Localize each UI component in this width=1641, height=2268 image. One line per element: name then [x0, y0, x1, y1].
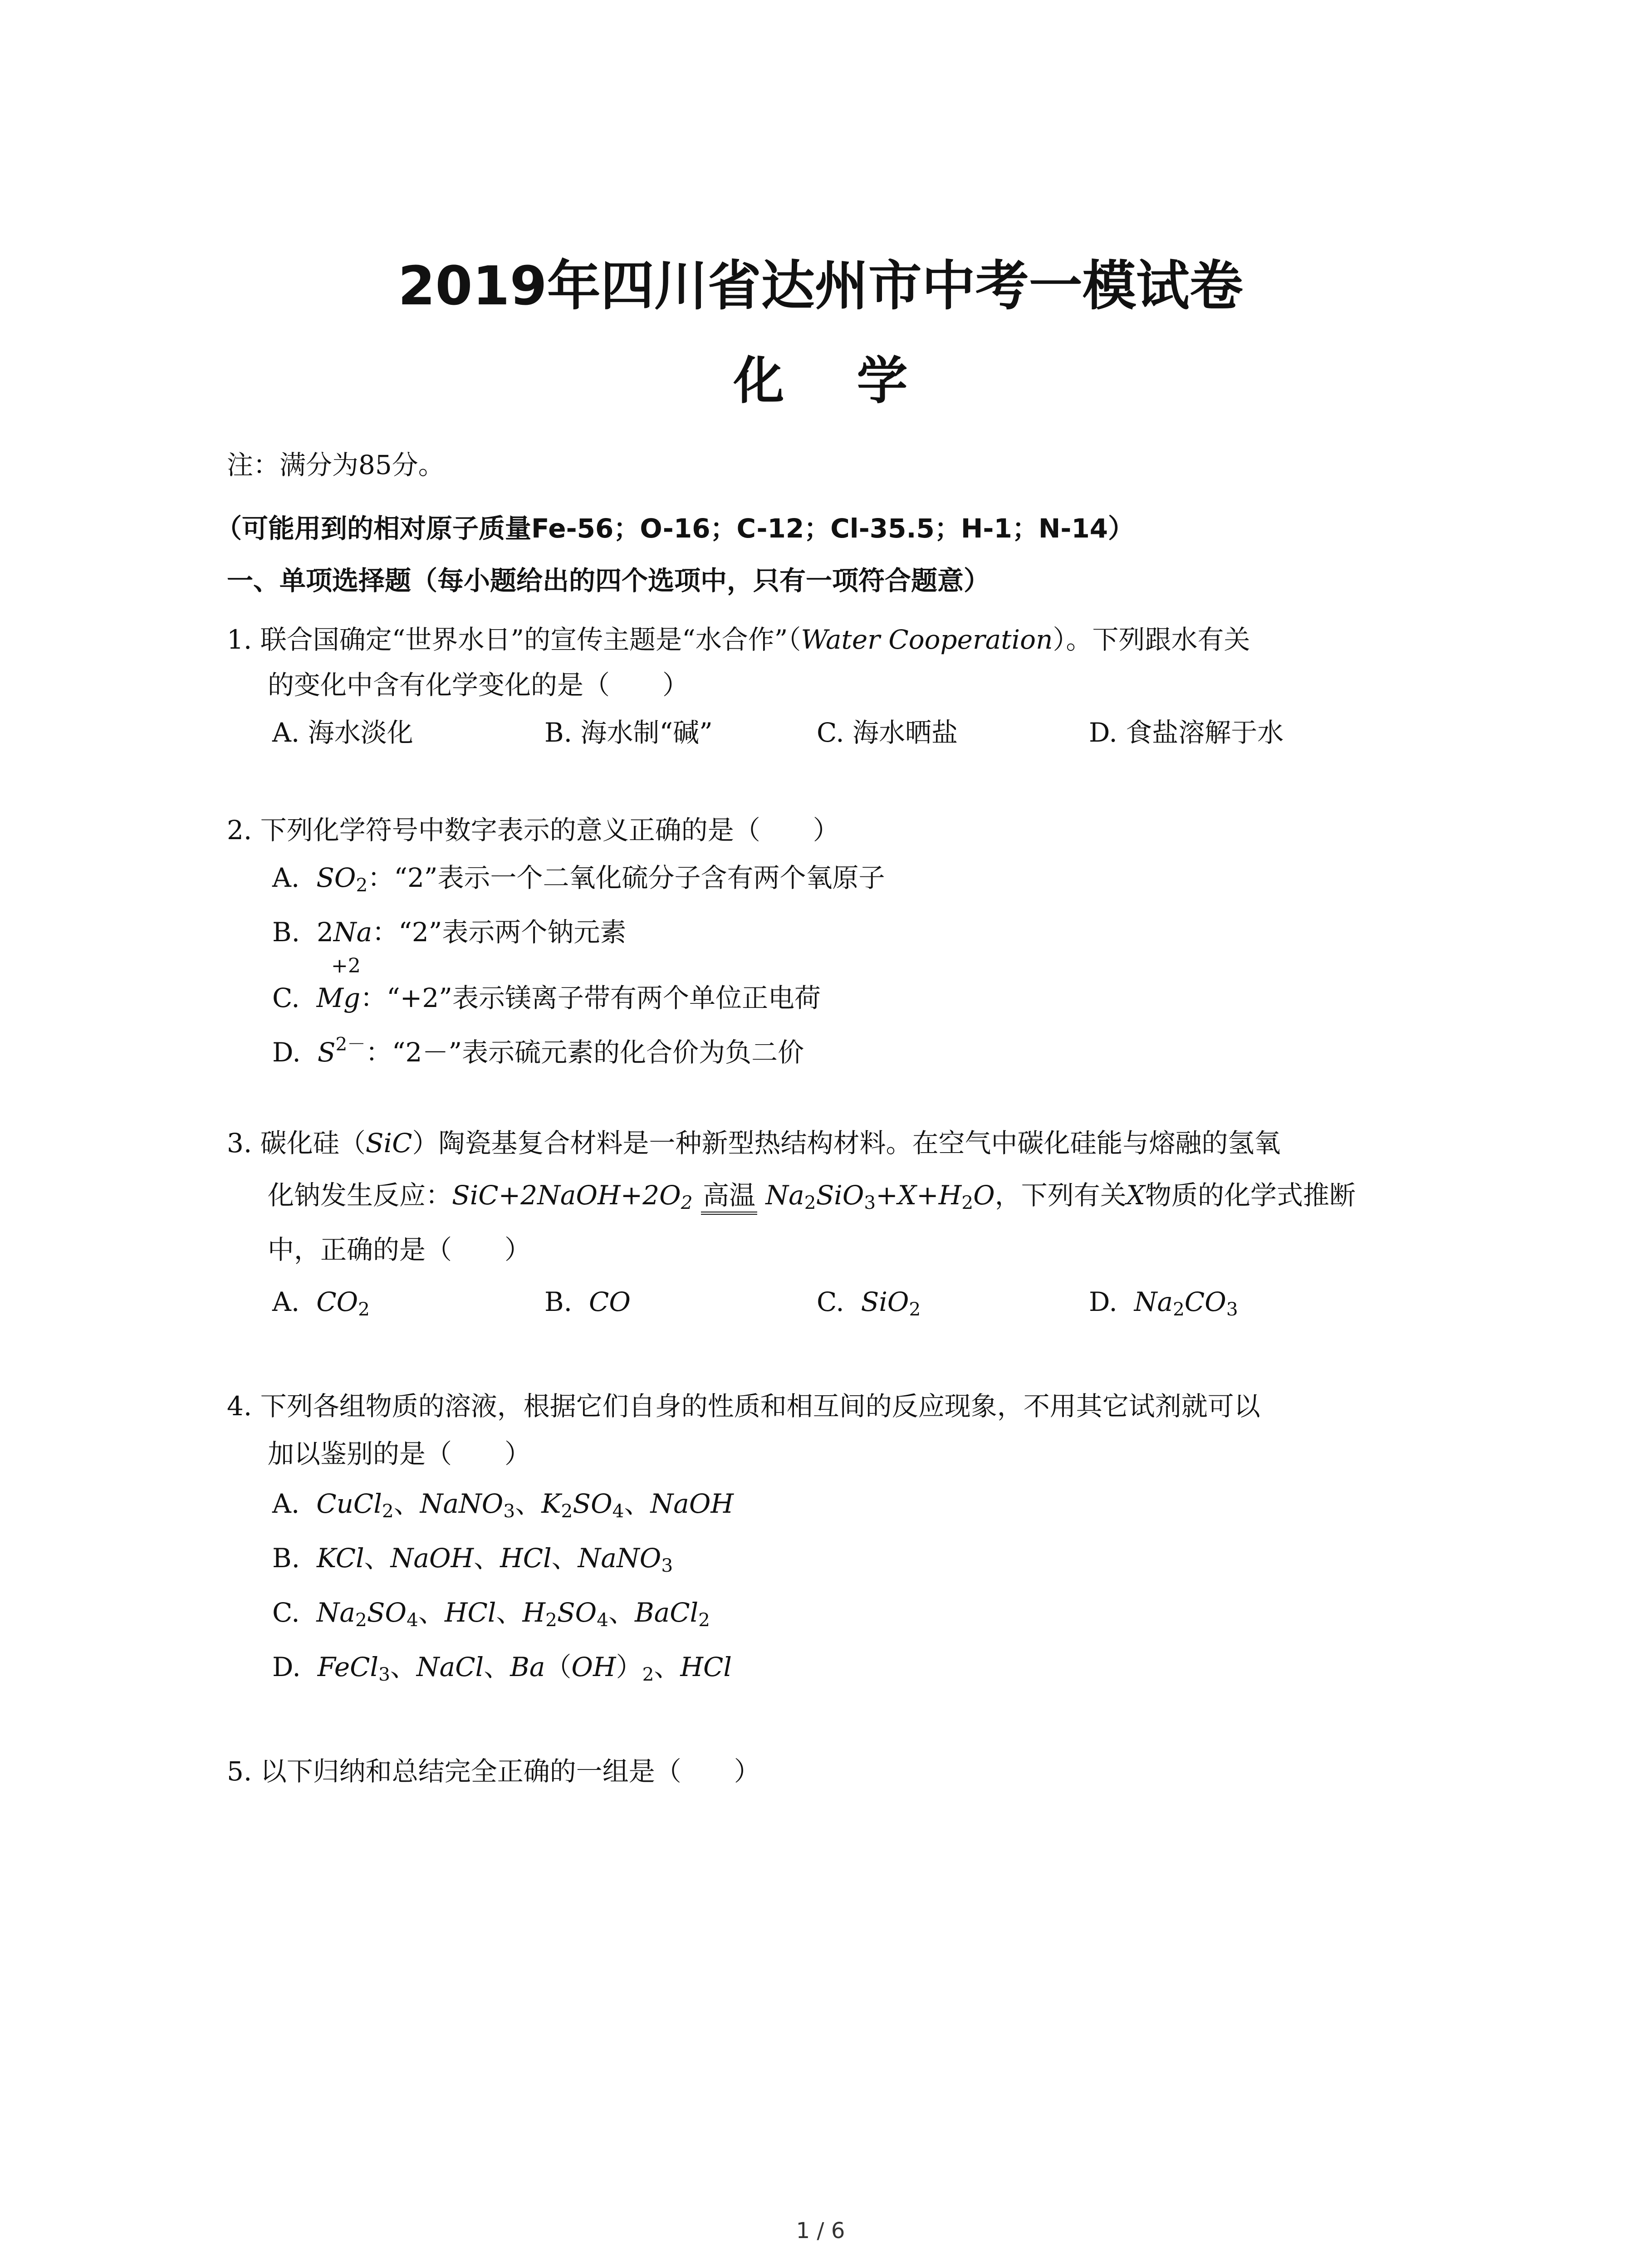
question-4-stem: 4. 下列各组物质的溶液，根据它们自身的性质和相互间的反应现象，不用其它试剂就可以 [227, 1391, 1260, 1422]
question-3-stem-cont: 中，正确的是（ ） [268, 1234, 531, 1265]
option-d: D. 食盐溶解于水 [1089, 717, 1284, 748]
question-2-stem: 2. 下列化学符号中数字表示的意义正确的是（ ） [227, 815, 839, 846]
question-1-options [272, 714, 1452, 751]
question-3-equation-line: 化钠发生反应：$SiC+2NaOH+2O_2$ 高温 $Na_2SiO_3+X+H_2O$，下列有关X物质的化学式推断 [268, 1177, 1356, 1213]
question-3-options [272, 1284, 1452, 1320]
option-c: C. SiO$_2$ [817, 1286, 921, 1320]
page-number: 1 / 6 [796, 2218, 845, 2244]
option-d: D. $Na_2CO_3$ [1089, 1286, 1238, 1320]
option-b: B. 海水制“碱” [544, 717, 713, 748]
question-5-stem: 5. 以下归纳和总结完全正确的一组是（ ） [227, 1756, 760, 1787]
question-1-stem: 1. 联合国确定“世界水日”的宣传主题是“水合作”（Water Cooperation）。下列跟水有关 [227, 624, 1250, 655]
page-title: 2019年四川省达州市中考一模试卷 [398, 254, 1243, 317]
question-4-option-c: C. $Na_2SO_4$、HCl、$H_2SO_4$、BaCl$_2$ [272, 1597, 710, 1631]
question-2-option-a: A. $SO_2$：“2”表示一个二氧化硫分子含有两个氧原子 [272, 862, 885, 896]
valence-mark: +2 [331, 954, 361, 978]
question-2-option-b: B. 2Na：“2”表示两个钠元素 [272, 917, 627, 948]
option-c: C. 海水晒盐 [817, 717, 958, 748]
question-1-stem-cont: 的变化中含有化学变化的是（ ） [268, 670, 689, 700]
option-b: B. CO [544, 1286, 631, 1317]
option-a: A. $CO_2$ [272, 1286, 370, 1320]
option-a: A. 海水淡化 [272, 717, 413, 748]
reaction-condition: 高温 [701, 1180, 757, 1215]
question-2-option-d: D. $S^{2-}$：“2－”表示硫元素的化合价为负二价 [272, 1033, 804, 1068]
question-4-option-b: B. KCl、NaOH、HCl、NaNO$_3$ [272, 1543, 673, 1577]
score-note: 注：满分为85分。 [227, 450, 445, 480]
question-2-option-c: C. Mg：“+2”表示镁离子带有两个单位正电荷 [272, 982, 821, 1013]
question-3-stem: 3. 碳化硅（SiC）陶瓷基复合材料是一种新型热结构材料。在空气中碳化硅能与熔融的氢氧 [227, 1128, 1281, 1158]
question-4-option-a: A. CuCl$_2$、NaNO$_3$、$K_2SO_4$、NaOH [272, 1488, 734, 1522]
section-heading: 一、单项选择题（每小题给出的四个选项中，只有一项符合题意） [227, 565, 990, 596]
question-4-stem-cont: 加以鉴别的是（ ） [268, 1438, 531, 1469]
atomic-mass-note: （可能用到的相对原子质量Fe-56；O-16；C-12；Cl-35.5；H-1；N-14） [216, 513, 1135, 544]
question-4-option-d: D. FeCl$_3$、NaCl、$Ba(OH)_2$、HCl [272, 1652, 732, 1686]
subject-title: 化学 [733, 352, 980, 411]
